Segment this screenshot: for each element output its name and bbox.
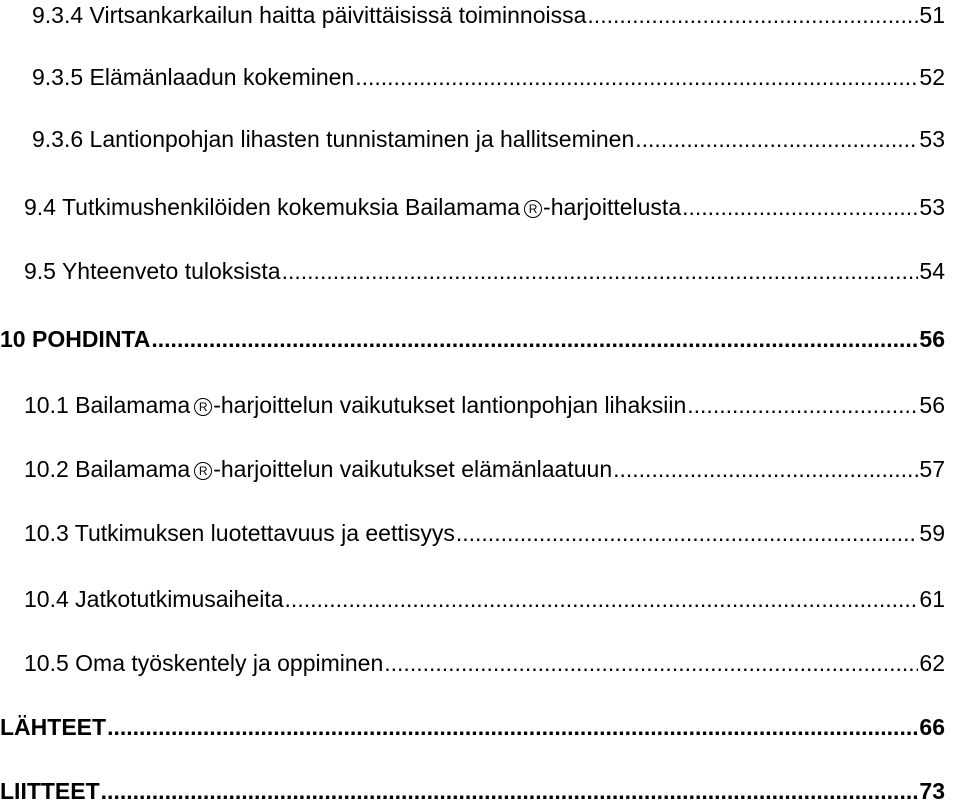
toc-page-number: 66 xyxy=(919,714,945,740)
toc-entry-10-5[interactable] xyxy=(24,648,945,678)
toc-entry-10-3[interactable] xyxy=(24,518,945,548)
toc-entry-title: 10 POHDINTA xyxy=(0,326,151,352)
toc-dot-leader xyxy=(687,390,918,420)
toc-entry-title: 9.5 Yhteenveto tuloksista xyxy=(24,258,281,284)
toc-dot-leader xyxy=(107,712,918,742)
toc-page-number: 52 xyxy=(919,64,945,90)
toc-dot-leader xyxy=(151,324,918,354)
toc-page-number: 56 xyxy=(919,392,945,418)
toc-page-number: 53 xyxy=(919,194,945,220)
toc-entry-9-3-4[interactable] xyxy=(32,0,945,30)
toc-page-number: 51 xyxy=(919,2,945,28)
toc-entry-title: LÄHTEET xyxy=(0,714,107,740)
toc-page-number: 56 xyxy=(919,326,945,352)
toc-entry-9-3-5[interactable] xyxy=(32,62,945,92)
toc-page-number: 54 xyxy=(919,258,945,284)
toc-entry-title: 10.1 Bailamama R -harjoittelun vaikutukset lantionpohjan lihaksiin xyxy=(24,392,687,418)
toc-dot-leader xyxy=(282,256,919,286)
toc-dot-leader xyxy=(682,192,918,222)
toc-page-number: 73 xyxy=(919,778,945,804)
toc-dot-leader xyxy=(456,518,919,548)
toc-page-number: 62 xyxy=(919,650,945,676)
toc-entry-title: 9.3.4 Virtsankarkailun haitta päivittäisissä toiminnoissa xyxy=(32,2,587,28)
toc-dot-leader xyxy=(613,454,918,484)
toc-dot-leader xyxy=(587,0,918,30)
toc-entry-title: 9.3.5 Elämänlaadun kokeminen xyxy=(32,64,355,90)
toc-page-number: 59 xyxy=(919,520,945,546)
toc-entry-10-2[interactable] xyxy=(24,454,945,484)
toc-entry-title: LIITTEET xyxy=(0,778,100,804)
toc-entry-title: 10.2 Bailamama R -harjoittelun vaikutukset elämänlaatuun xyxy=(24,456,613,482)
toc-page-number: 53 xyxy=(919,126,945,152)
toc-page-number: 57 xyxy=(919,456,945,482)
toc-entry-title: 9.4 Tutkimushenkilöiden kokemuksia Bailamama R -harjoittelusta xyxy=(24,194,682,220)
toc-dot-leader xyxy=(101,776,919,806)
toc-dot-leader xyxy=(384,648,918,678)
toc-entry-10-4[interactable] xyxy=(24,584,945,614)
toc-entry-9-3-6[interactable] xyxy=(32,124,945,154)
toc-entry-title: 10.4 Jatkotutkimusaiheita xyxy=(24,586,284,612)
toc-entry-9-4[interactable] xyxy=(24,192,945,222)
toc-dot-leader xyxy=(355,62,918,92)
registered-trademark-icon: R xyxy=(194,462,212,480)
toc-entry-lahteet[interactable] xyxy=(0,712,945,742)
registered-trademark-icon: R xyxy=(194,398,212,416)
toc-entry-liitteet[interactable] xyxy=(0,776,945,806)
toc-dot-leader xyxy=(635,124,918,154)
toc-entry-10[interactable] xyxy=(0,324,945,354)
toc-entry-title: 10.3 Tutkimuksen luotettavuus ja eettisyys xyxy=(24,520,455,546)
toc-entry-9-5[interactable] xyxy=(24,256,945,286)
registered-trademark-icon: R xyxy=(524,200,542,218)
toc-dot-leader xyxy=(285,584,919,614)
toc-entry-title: 9.3.6 Lantionpohjan lihasten tunnistaminen ja hallitseminen xyxy=(32,126,635,152)
toc-page-number: 61 xyxy=(919,586,945,612)
toc-entry-10-1[interactable] xyxy=(24,390,945,420)
toc-entry-title: 10.5 Oma työskentely ja oppiminen xyxy=(24,650,384,676)
